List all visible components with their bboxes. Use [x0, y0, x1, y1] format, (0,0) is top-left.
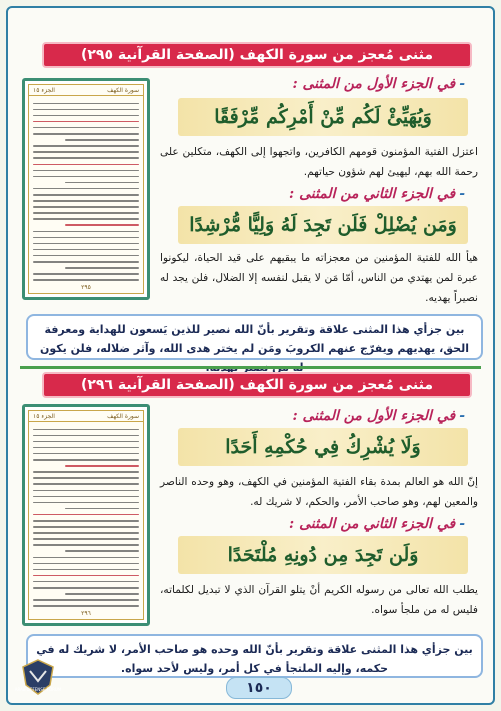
mushaf-line: [33, 520, 139, 522]
mushaf-surah: سورة الكهف: [107, 86, 139, 94]
mushaf-line: [33, 170, 139, 172]
mushaf-line: [65, 182, 139, 184]
mushaf-line: [33, 471, 139, 473]
summary-box: بين جزأي هذا المثنى علاقة وتقرير بأنّ الله وحده هو صاحب الأمر، لا شريك له في حكمه، وإليه الملتجأ في كل أمر، وليس لأحد سواه.: [26, 634, 483, 678]
mushaf-line: [33, 514, 139, 516]
mushaf-line: [33, 145, 139, 147]
mushaf-line: [65, 508, 139, 510]
mushaf-line: [33, 255, 139, 257]
mushaf-surah: سورة الكهف: [107, 412, 139, 420]
mushaf-line: [33, 569, 139, 571]
mushaf-line: [33, 496, 139, 498]
mushaf-line: [33, 200, 139, 202]
part-heading: -في الجزء الثاني من المثنى :: [289, 516, 465, 532]
mushaf-line: [33, 453, 139, 455]
mushaf-text-lines: [29, 422, 143, 613]
ayah-highlight: وَيُهَيِّئْ لَكُم مِّنْ أَمْرِكُم مِّرْفَقًا: [178, 98, 468, 136]
mushaf-line: [33, 587, 139, 589]
mushaf-line: [33, 157, 139, 159]
mushaf-line: [33, 261, 139, 263]
mushaf-line: [33, 115, 139, 117]
mushaf-line: [33, 557, 139, 559]
ayah-highlight: وَمَن يُضْلِلْ فَلَن تَجِدَ لَهُ وَلِيًّا مُّرْشِدًا: [178, 206, 468, 244]
mushaf-line: [33, 477, 139, 479]
part-heading: -في الجزء الأول من المثنى :: [292, 408, 465, 424]
page-frame: [6, 6, 495, 705]
mushaf-line: [33, 151, 139, 153]
mushaf-line: [33, 447, 139, 449]
mushaf-line: [65, 593, 139, 595]
ayah-highlight: وَلَا يُشْرِكُ فِي حُكْمِهِ أَحَدًا: [178, 428, 468, 466]
mushaf-line: [33, 206, 139, 208]
summary-box: بين جزأي هذا المثنى علاقة وتقرير بأنّ الله نصير للذين يَسعون للهداية ومعرفة الحق، يهديهم ويفرّج عنهم الكروبَ ومَن لم يختر هدى الله، وآثر ضلاله، فلن يكون: [26, 314, 483, 360]
mushaf-line: [33, 605, 139, 607]
mushaf-line: [33, 194, 139, 196]
mushaf-page-number: ٢٩٥: [81, 284, 91, 291]
mushaf-line: [33, 231, 139, 233]
explanation-text: يطلب الله تعالى من رسوله الكريم أنْ يتلو القرآن الذي لا تبديل لكلماته، فليس له من ملجأ سواه.: [160, 584, 478, 616]
mushaf-line: [33, 121, 139, 123]
mushaf-line: [33, 563, 139, 565]
mushaf-line: [33, 164, 139, 166]
explanation-text: اعتزل الفتية المؤمنون قومهم الكافرين، واتجهوا إلى الكهف، متكلين على رحمة الله بهم، ليهيئ لهم شؤون حياتهم.: [160, 146, 478, 178]
mushaf-line: [33, 249, 139, 251]
mushaf-line: [33, 176, 139, 178]
section-title: مثنى مُعجز من سورة الكهف (الصفحة القرآنية ٢٩٦): [42, 372, 472, 398]
mushaf-line: [33, 459, 139, 461]
mushaf-line: [33, 502, 139, 504]
mushaf-line: [65, 465, 139, 467]
part-heading: -في الجزء الثاني من المثنى :: [289, 186, 465, 202]
mushaf-line: [33, 218, 139, 220]
mushaf-page-image: [22, 404, 150, 626]
mushaf-line: [33, 544, 139, 546]
mushaf-line: [33, 575, 139, 577]
mushaf-line: [33, 109, 139, 111]
explanation-text: إنّ الله هو العالم بمدة بقاء الفتية المؤمنين في الكهف، وهو وحده الناصر والمعين لهم، وهو صاحب الأمر، والحكم، لا شريك له.: [160, 476, 478, 508]
mushaf-line: [65, 550, 139, 552]
mushaf-line: [33, 483, 139, 485]
logo-text: ARAB DEFENSE FORUM: [14, 687, 62, 692]
mushaf-line: [33, 435, 139, 437]
mushaf-line: [33, 279, 139, 281]
section-title: مثنى مُعجز من سورة الكهف (الصفحة القرآنية ٢٩٥): [42, 42, 472, 68]
mushaf-line: [33, 490, 139, 492]
mushaf-line: [33, 581, 139, 583]
mushaf-line: [33, 532, 139, 534]
mushaf-text-lines: [29, 96, 143, 287]
mushaf-page-image: [22, 78, 150, 300]
mushaf-line: [65, 224, 139, 226]
section-divider: [20, 366, 481, 369]
mushaf-line: [33, 526, 139, 528]
part-heading: -في الجزء الأول من المثنى :: [292, 76, 465, 92]
ayah-highlight: وَلَن تَجِدَ مِن دُونِهِ مُلْتَحَدًا: [178, 536, 468, 574]
mushaf-line: [33, 127, 139, 129]
mushaf-line: [33, 237, 139, 239]
mushaf-line: [33, 103, 139, 105]
mushaf-line: [33, 599, 139, 601]
mushaf-line: [33, 188, 139, 190]
mushaf-line: [33, 441, 139, 443]
forum-logo-icon: [14, 657, 62, 697]
mushaf-line: [33, 243, 139, 245]
mushaf-page-number: ٢٩٦: [81, 610, 91, 617]
mushaf-juz: الجزء ١٥: [33, 412, 55, 420]
mushaf-line: [33, 212, 139, 214]
mushaf-juz: الجزء ١٥: [33, 86, 55, 94]
mushaf-line: [65, 139, 139, 141]
mushaf-line: [33, 429, 139, 431]
mushaf-line: [33, 273, 139, 275]
mushaf-line: [33, 133, 139, 135]
mushaf-line: [65, 267, 139, 269]
explanation-text: هيأ الله للفتية المؤمنين من معجزاته ما يبقيهم على قيد الحياة، ليكونوا عبرة لمن يهتدي من الناس، أمّا مَن لا يقبل لنفسه إلا الضلال، فلن يجد له نصيراً يهديه.: [160, 252, 478, 304]
page-number: ١٥٠: [226, 677, 292, 699]
mushaf-line: [33, 538, 139, 540]
